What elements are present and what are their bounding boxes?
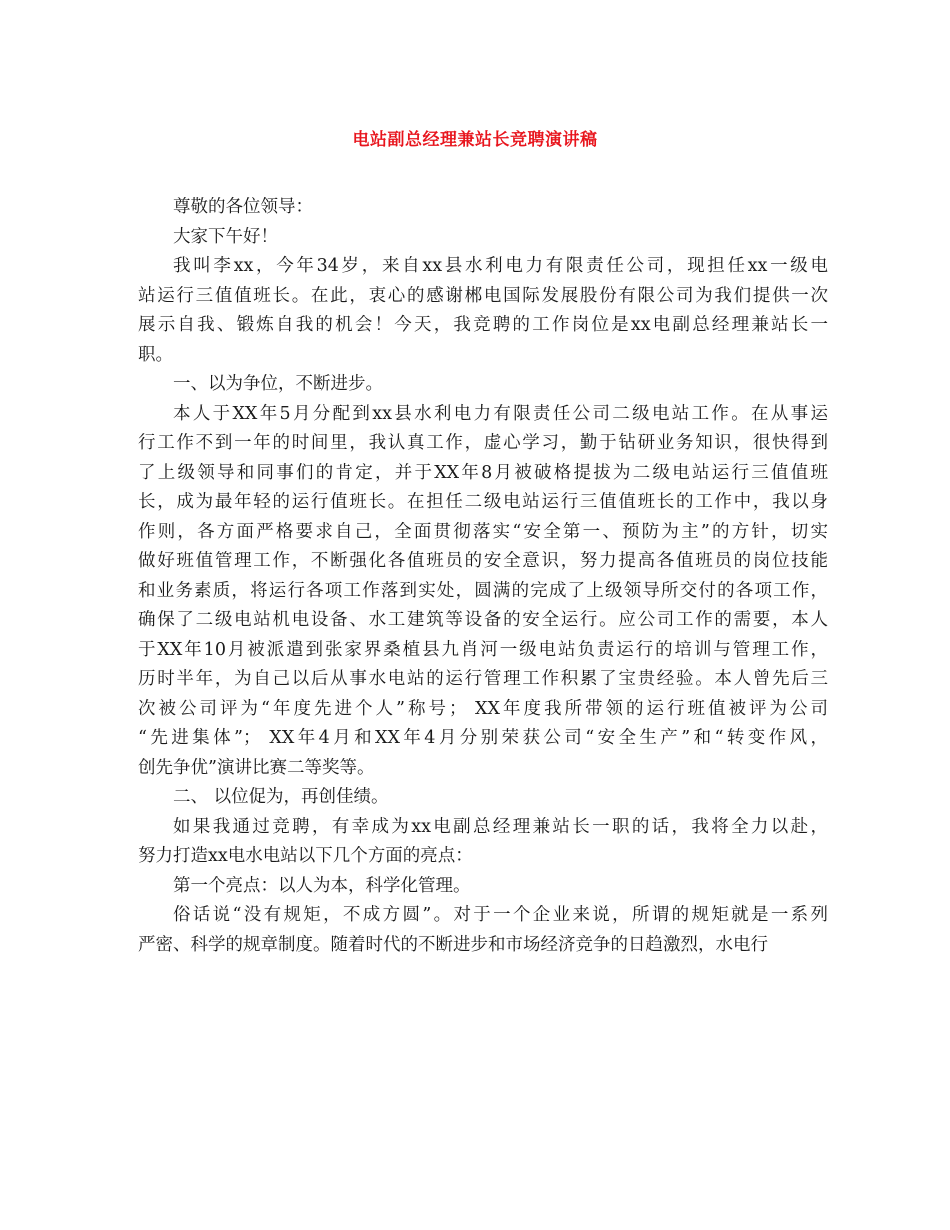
paragraph-line: “先进集体”； XX年4月和XX年4月分别荣获公司“安全生产”和“转变作风， [138,728,828,748]
paragraph-line: 历时半年，为自己以后从事水电站的运行管理工作积累了宝贵经验。本人曾先后三 [138,669,828,689]
paragraph-line: 了上级领导和同事们的肯定，并于XX年8月被破格提拔为二级电站运行三值值班 [138,462,828,483]
paragraph-line: 我叫李xx，今年34岁，来自xx县水利电力有限责任公司，现担任xx一级电 [173,256,828,276]
paragraph-line: 职。 [138,344,173,365]
paragraph-line: 本人于XX年5月分配到xx县水利电力有限责任公司二级电站工作。在从事运 [173,403,828,424]
paragraph-line: 一、以为争位，不断进步。 [173,374,383,394]
paragraph-line: 作则，各方面严格要求自己，全面贯彻落实“安全第一、预防为主”的方针，切实 [138,521,828,542]
paragraph-line: 行工作不到一年的时间里，我认真工作，虚心学习，勤于钻研业务知识，很快得到 [138,433,828,453]
paragraph-line: 尊敬的各位领导： [173,197,313,217]
paragraph-line: 如果我通过竞聘，有幸成为xx电副总经理兼站长一职的话，我将全力以赴， [173,816,828,837]
paragraph-line: 长，成为最年轻的运行值班长。在担任二级电站运行三值值班长的工作中，我以身 [138,492,828,512]
paragraph-line: 次被公司评为“年度先进个人”称号； XX年度我所带领的运行班值被评为公司 [138,698,828,719]
document-body [138,193,828,960]
paragraph-line: 第一个亮点：以人为本，科学化管理。 [173,875,471,896]
paragraph-line: 展示自我、锻炼自我的机会！今天，我竞聘的工作岗位是xx电副总经理兼站长一 [138,315,828,335]
paragraph-line: 大家下午好！ [173,226,278,247]
document-title: 电站副总经理兼站长竞聘演讲稿 [352,130,598,150]
paragraph-line: 努力打造xx电水电站以下几个方面的亮点： [138,846,473,866]
paragraph-line: 和业务素质，将运行各项工作落到实处，圆满的完成了上级领导所交付的各项工作， [138,580,828,601]
paragraph-line: 二、 以位促为，再创佳绩。 [173,787,389,807]
paragraph-line: 俗话说“没有规矩，不成方圆”。对于一个企业来说，所谓的规矩就是一系列 [173,905,828,925]
paragraph-line: 严密、科学的规章制度。随着时代的不断进步和市场经济竞争的日趋激烈，水电行 [138,934,768,955]
paragraph-line: 站运行三值值班长。在此，衷心的感谢郴电国际发展股份有限公司为我们提供一次 [138,285,828,306]
paragraph-line: 创先争优”演讲比赛二等奖等。 [138,757,375,778]
paragraph-line: 确保了二级电站机电设备、水工建筑等设备的安全运行。应公司工作的需要，本人 [138,610,828,630]
paragraph-line: 于XX年10月被派遣到张家界桑植县九肖河一级电站负责运行的培训与管理工作， [138,639,828,660]
paragraph-line: 做好班值管理工作，不断强化各值班员的安全意识，努力提高各值班员的岗位技能 [138,551,828,571]
